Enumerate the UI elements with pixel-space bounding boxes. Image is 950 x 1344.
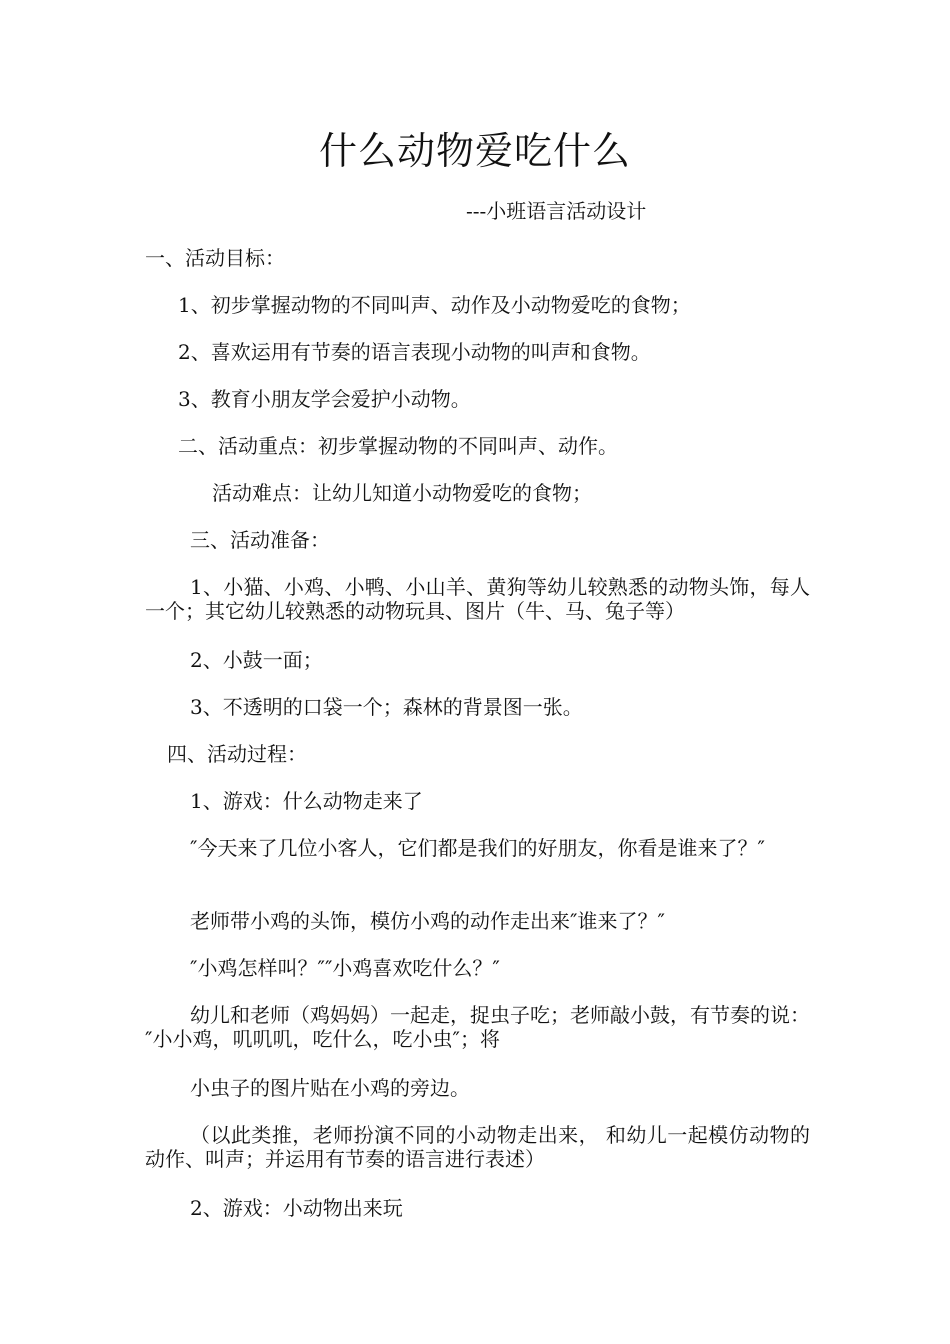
difficulty-text: 活动难点：让幼儿知道小动物爱吃的食物；	[212, 481, 592, 505]
process-paragraph-teacher: 老师带小鸡的头饰，模仿小鸡的动作走出来″谁来了？″	[190, 909, 665, 933]
document-title: 什么动物爱吃什么	[318, 129, 631, 173]
section-heading-goals: 一、活动目标：	[145, 246, 285, 270]
goal-item-1: 1、初步掌握动物的不同叫声、动作及小动物爱吃的食物；	[178, 293, 691, 317]
section-heading-key-points: 二、活动重点：初步掌握动物的不同叫声、动作。	[178, 434, 618, 458]
process-paragraph-note: （以此类推，老师扮演不同的小动物走出来， 和幼儿一起模仿动物的动作、叫声；并运用有节奏的语言进行表述）	[145, 1123, 810, 1171]
document-subtitle: ---小班语言活动设计	[466, 199, 647, 223]
process-paragraph-activity: 幼儿和老师（鸡妈妈）一起走，捉虫子吃；老师敲小鼓，有节奏的说：″小小鸡，叽叽叽，吃什么，吃小虫″；将	[145, 1003, 810, 1051]
process-paragraph-intro: ″今天来了几位小客人，它们都是我们的好朋友，你看是谁来了？″	[190, 836, 765, 860]
preparation-item-3: 3、不透明的口袋一个；森林的背景图一张。	[190, 695, 583, 719]
process-step-2: 2、游戏：小动物出来玩	[190, 1196, 403, 1220]
process-step-1: 1、游戏：什么动物走来了	[190, 789, 423, 813]
goal-item-3: 3、教育小朋友学会爱护小动物。	[178, 387, 471, 411]
preparation-item-2: 2、小鼓一面；	[190, 648, 323, 672]
preparation-item-1: 1、小猫、小鸡、小鸭、小山羊、黄狗等幼儿较熟悉的动物头饰，每人一个；其它幼儿较熟悉的动物玩具、图片（牛、马、兔子等）	[145, 575, 810, 623]
process-paragraph-picture: 小虫子的图片贴在小鸡的旁边。	[190, 1076, 470, 1100]
section-heading-preparation: 三、活动准备：	[190, 528, 330, 552]
goal-item-2: 2、喜欢运用有节奏的语言表现小动物的叫声和食物。	[178, 340, 651, 364]
process-paragraph-questions: ″小鸡怎样叫？″″小鸡喜欢吃什么？″	[190, 956, 500, 980]
section-heading-process: 四、活动过程：	[167, 742, 307, 766]
